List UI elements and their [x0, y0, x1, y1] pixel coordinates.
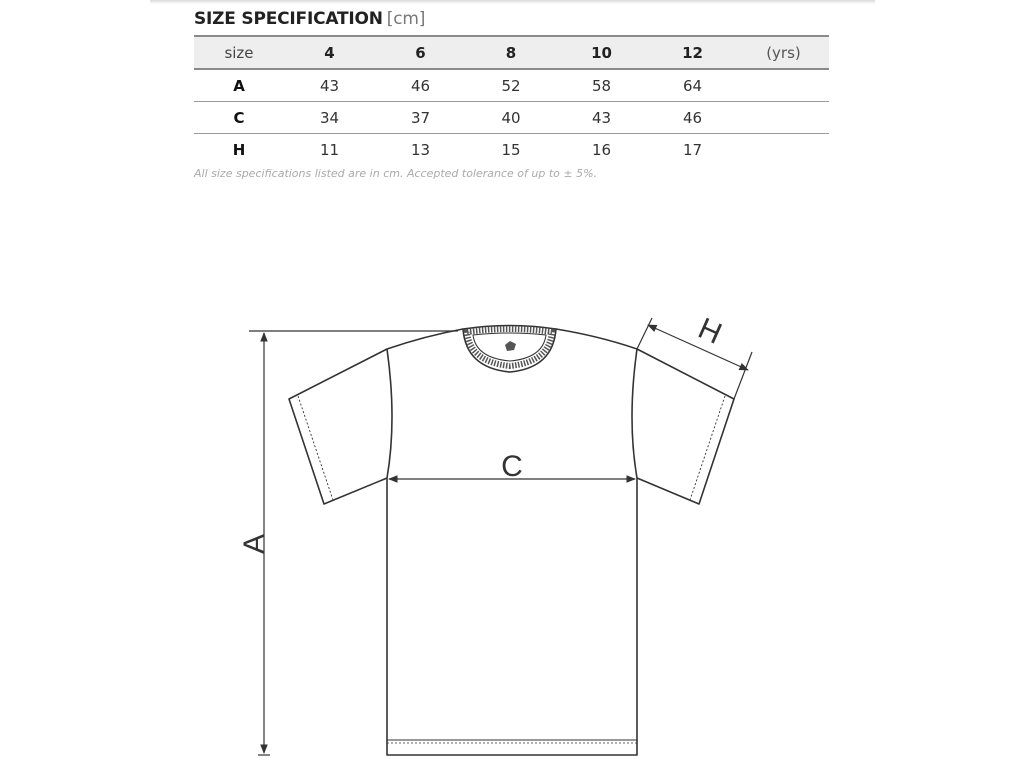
tshirt-right-sleeve [637, 349, 734, 504]
spec-title-unit: [cm] [386, 9, 426, 29]
tolerance-note: All size specifications listed are in cm. Accepted tolerance of up to ± 5%. [194, 167, 598, 180]
table-cell: 40 [501, 108, 521, 127]
label-a: A [238, 533, 271, 555]
spec-title-text: SIZE SPECIFICATION [194, 9, 383, 29]
dimension-a [249, 331, 458, 755]
table-cell: 37 [410, 108, 431, 127]
table-cell: 13 [410, 140, 431, 159]
table-cell: 58 [591, 76, 612, 95]
table-cell: 15 [501, 140, 521, 159]
row-label-h: H [232, 140, 246, 159]
header-yrs: (yrs) [766, 43, 801, 62]
tshirt-left-sleeve-hem [298, 396, 333, 500]
table-cell: 34 [319, 108, 340, 127]
header-size-4: 4 [324, 43, 335, 62]
header-size-8: 8 [505, 43, 517, 62]
header-size-6: 6 [415, 43, 426, 62]
table-cell: 43 [319, 76, 340, 95]
tshirt-right-sleeve-hem [690, 396, 725, 500]
table-cell: 16 [591, 140, 612, 159]
header-size-12: 12 [682, 43, 703, 62]
dimension-h-extension-top [637, 318, 652, 349]
tshirt-left-sleeve [289, 349, 387, 504]
header-size: size [224, 43, 254, 62]
label-h: H [693, 311, 727, 351]
tshirt-body-outline [387, 329, 637, 755]
table-cell: 52 [501, 76, 521, 95]
table-cell: 64 [682, 76, 703, 95]
row-label-c: C [233, 108, 245, 127]
table-cell: 43 [591, 108, 612, 127]
table-cell: 17 [682, 140, 703, 159]
dimension-h-extension-bottom [734, 352, 752, 399]
header-size-10: 10 [591, 43, 612, 62]
row-label-a: A [233, 76, 245, 95]
table-cell: 46 [410, 76, 431, 95]
label-c: C [501, 450, 523, 483]
table-cell: 46 [682, 108, 703, 127]
table-cell: 11 [319, 140, 340, 159]
